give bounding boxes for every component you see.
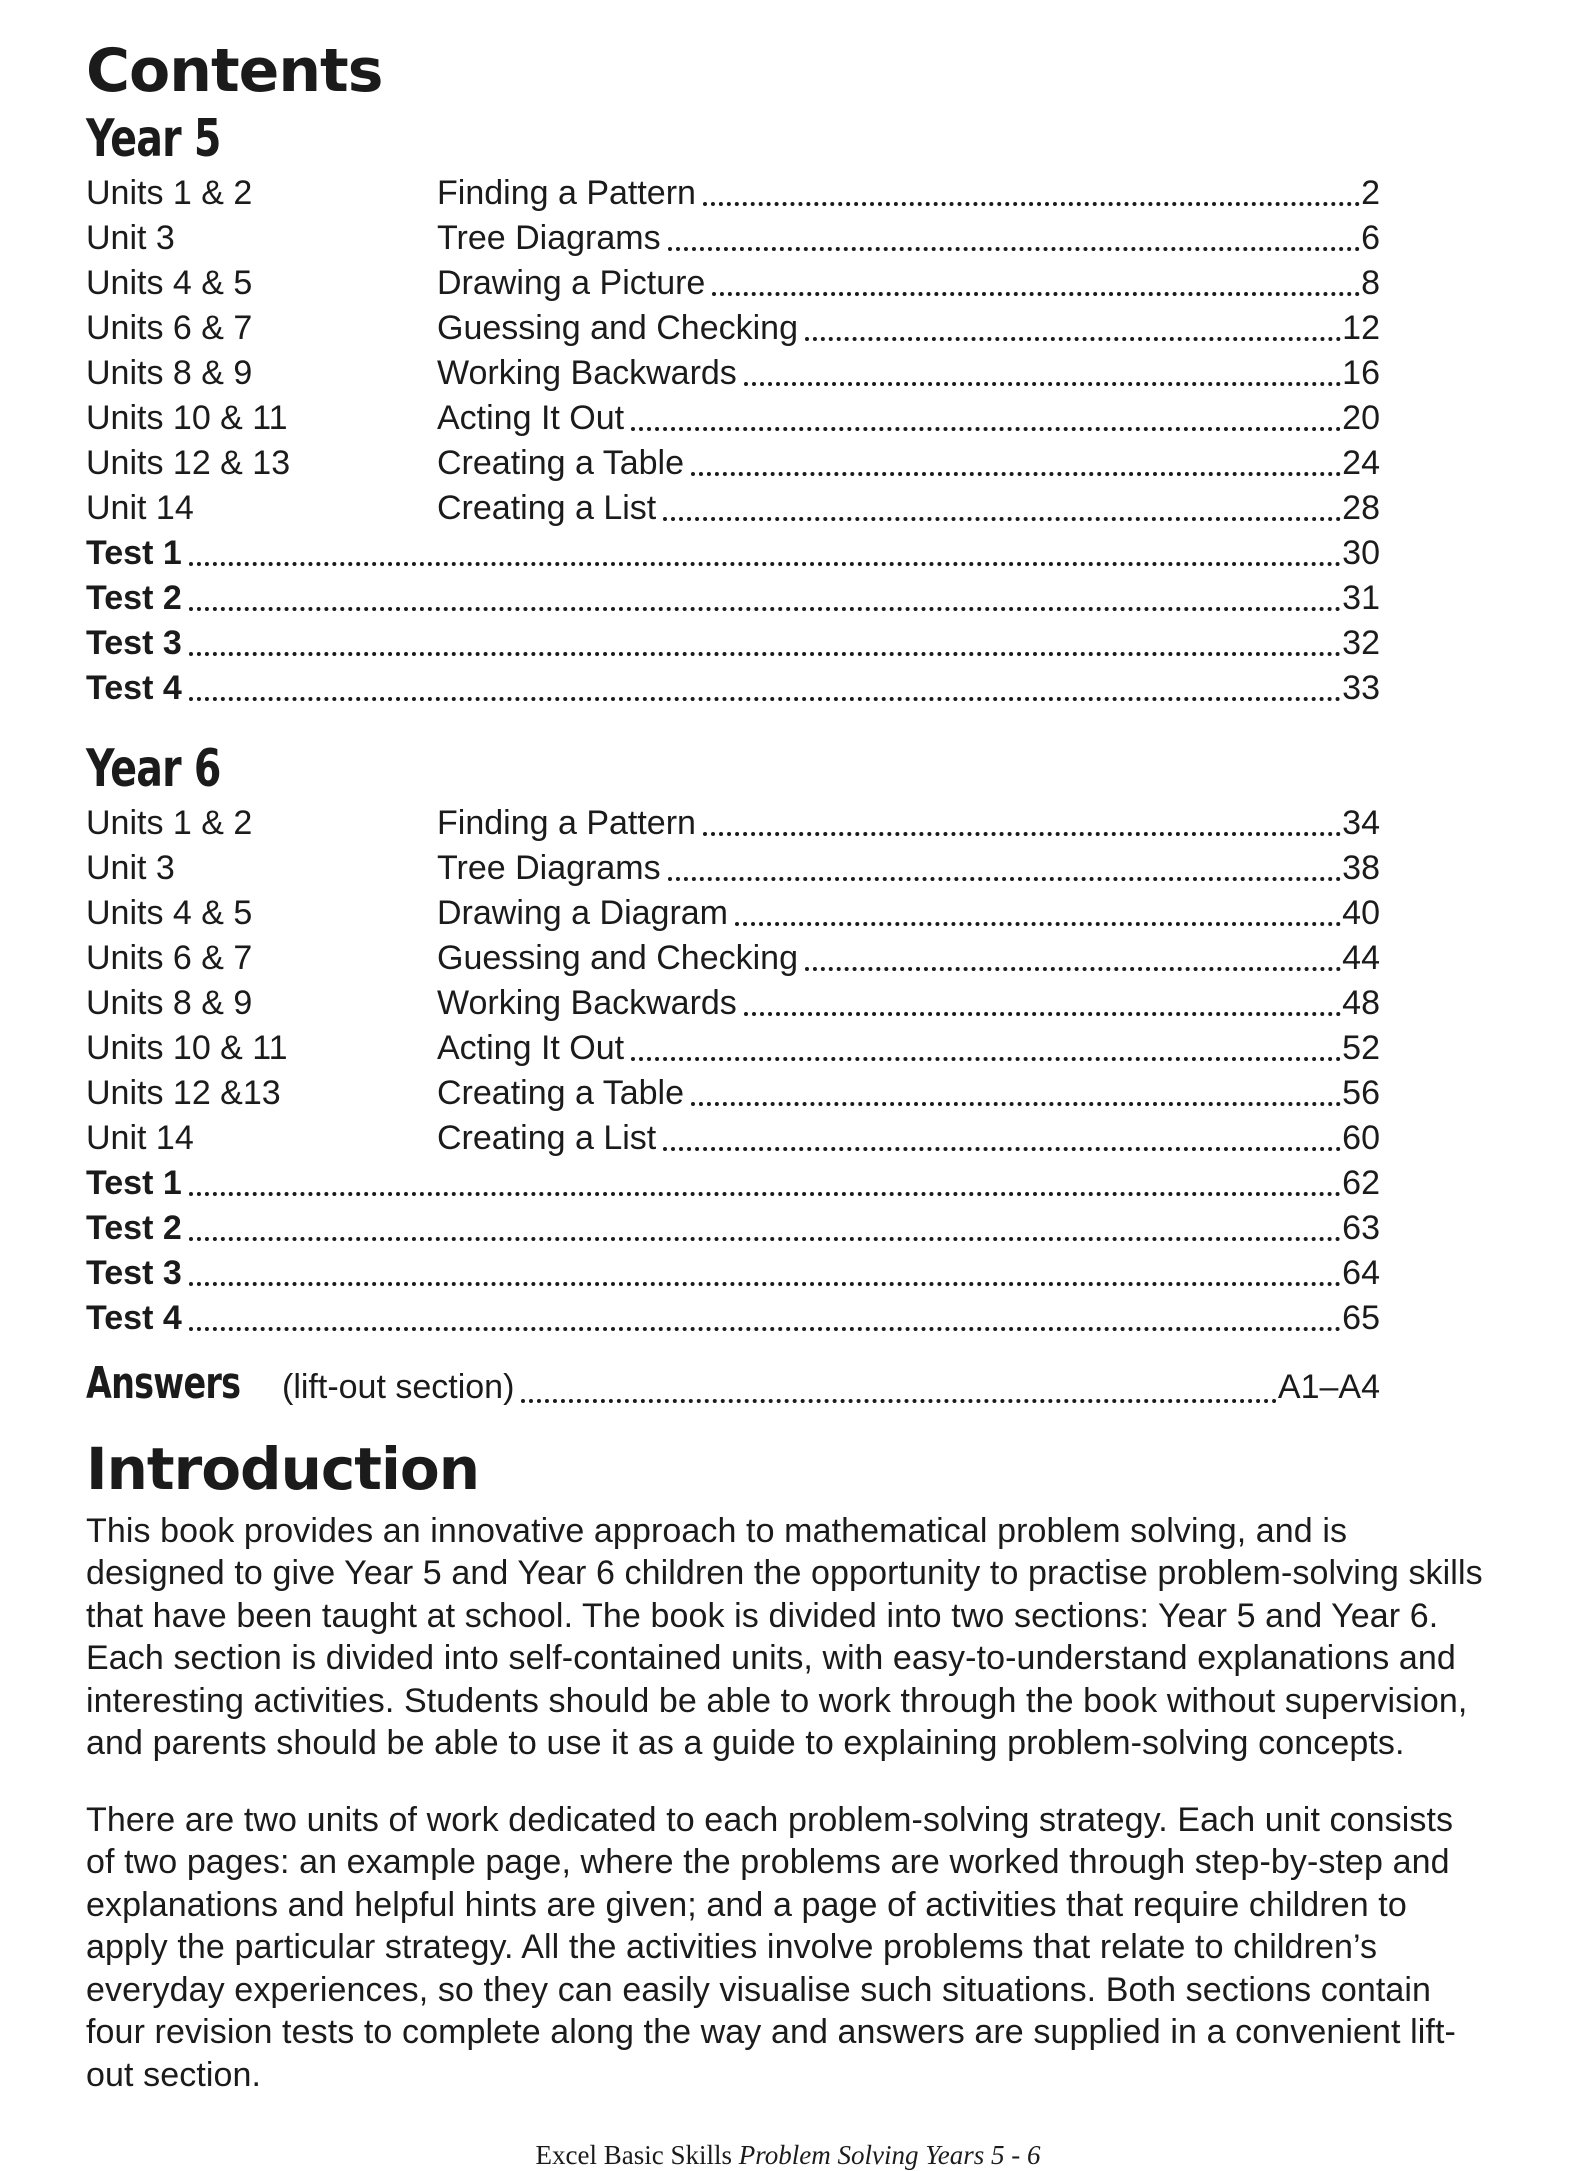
page-number: 52	[1342, 1029, 1380, 1067]
toc-row	[86, 261, 1380, 306]
year-6-heading: Year 6	[86, 739, 221, 799]
dot-leader	[189, 1237, 1341, 1241]
test-label: Test 1	[86, 1164, 182, 1202]
topic-title: Finding a Pattern	[437, 804, 696, 842]
toc-answers-row	[86, 1355, 1380, 1413]
dot-leader	[521, 1399, 1277, 1403]
toc-row	[86, 396, 1380, 441]
unit-label: Units 8 & 9	[86, 984, 253, 1022]
introduction-title: Introduction	[86, 1435, 479, 1503]
dot-leader	[189, 1282, 1341, 1286]
toc-test-row	[86, 1296, 1380, 1341]
toc-test-row	[86, 666, 1380, 711]
page-number: 16	[1342, 354, 1380, 392]
unit-label: Units 12 &13	[86, 1074, 281, 1112]
dot-leader	[663, 517, 1341, 521]
page-number: 32	[1342, 624, 1380, 662]
topic-title: Acting It Out	[437, 399, 625, 437]
dot-leader	[703, 202, 1360, 206]
dot-leader	[805, 967, 1341, 971]
toc-test-row	[86, 531, 1380, 576]
test-label: Test 4	[86, 669, 182, 707]
toc-row	[86, 981, 1380, 1026]
page-number: 40	[1342, 894, 1380, 932]
toc-test-row	[86, 621, 1380, 666]
topic-title: Drawing a Diagram	[437, 894, 728, 932]
introduction-paragraph: This book provides an innovative approach to mathematical problem solving, and is designed to give Year 5 and Year 6 children the opportunity to practise problem-solving skills that have been taught at school. The book is divided into two sections: Year 5 and Year 6. Each section is divided into self-contained units, with easy-to-understand explanations and interesting activities. Students should be able to work through the book without supervision, and parents should be able to use it as a guide to explaining problem-solving concepts.	[86, 1511, 1483, 1763]
unit-label: Units 10 & 11	[86, 399, 288, 437]
dot-leader	[691, 1102, 1341, 1106]
toc-row	[86, 351, 1380, 396]
test-label: Test 2	[86, 1209, 182, 1247]
dot-leader	[744, 1012, 1341, 1016]
unit-label: Unit 14	[86, 489, 194, 527]
page-number: 2	[1361, 174, 1380, 212]
page-number: 56	[1342, 1074, 1380, 1112]
topic-title: Finding a Pattern	[437, 174, 696, 212]
dot-leader	[631, 427, 1341, 431]
dot-leader	[189, 697, 1341, 701]
unit-label: Units 1 & 2	[86, 174, 253, 212]
topic-title: Acting It Out	[437, 1029, 625, 1067]
test-label: Test 1	[86, 534, 182, 572]
toc-row	[86, 486, 1380, 531]
dot-leader	[691, 472, 1341, 476]
page-number: 33	[1342, 669, 1380, 707]
page-number: 65	[1342, 1299, 1380, 1337]
toc-test-row	[86, 1161, 1380, 1206]
page-number: 63	[1342, 1209, 1380, 1247]
toc-year-6	[86, 801, 1380, 1413]
topic-title: Tree Diagrams	[437, 849, 661, 887]
contents-title: Contents	[86, 36, 383, 106]
page-number: A1–A4	[1277, 1368, 1380, 1406]
dot-leader	[189, 1192, 1341, 1196]
dot-leader	[189, 607, 1341, 611]
answers-note: (lift-out section)	[282, 1368, 515, 1406]
unit-label: Unit 14	[86, 1119, 194, 1157]
unit-label: Units 8 & 9	[86, 354, 253, 392]
dot-leader	[805, 337, 1341, 341]
dot-leader	[631, 1057, 1341, 1061]
toc-row	[86, 1071, 1380, 1116]
test-label: Test 3	[86, 624, 182, 662]
toc-test-row	[86, 1206, 1380, 1251]
introduction-paragraph: There are two units of work dedicated to each problem-solving strategy. Each unit consists of two pages: an example page, where the problems are worked through step-by-step and explanations and helpful hints are given; and a page of activities that require children to apply the particular strategy. All the activities involve problems that relate to children’s everyday experiences, so they can easily visualise such situations. Both sections contain four revision tests to complete along the way and answers are supplied in a convenient lift-out section.	[86, 1800, 1456, 2094]
page-number: 8	[1361, 264, 1380, 302]
dot-leader	[703, 832, 1341, 836]
unit-label: Units 1 & 2	[86, 804, 253, 842]
test-label: Test 3	[86, 1254, 182, 1292]
toc-row	[86, 936, 1380, 981]
dot-leader	[189, 1327, 1341, 1331]
page-number: 62	[1342, 1164, 1380, 1202]
topic-title: Working Backwards	[437, 984, 737, 1022]
toc-test-row	[86, 576, 1380, 621]
page-number: 24	[1342, 444, 1380, 482]
dot-leader	[663, 1147, 1341, 1151]
dot-leader	[189, 562, 1341, 566]
year-5-heading: Year 5	[86, 109, 221, 169]
toc-row	[86, 306, 1380, 351]
page-number: 28	[1342, 489, 1380, 527]
page-number: 34	[1342, 804, 1380, 842]
toc-row	[86, 171, 1380, 216]
toc-year-5	[86, 171, 1380, 711]
page-number: 44	[1342, 939, 1380, 977]
dot-leader	[668, 877, 1342, 881]
toc-test-row	[86, 1251, 1380, 1296]
unit-label: Units 6 & 7	[86, 939, 253, 977]
dot-leader	[712, 292, 1360, 296]
page-number: 6	[1361, 219, 1380, 257]
test-label: Test 4	[86, 1299, 182, 1337]
page-footer	[86, 2140, 1490, 2171]
test-label: Test 2	[86, 579, 182, 617]
unit-label: Unit 3	[86, 219, 175, 257]
topic-title: Tree Diagrams	[437, 219, 661, 257]
unit-label: Units 12 & 13	[86, 444, 291, 482]
page-number: 30	[1342, 534, 1380, 572]
footer-book-title: Problem Solving Years 5 - 6	[738, 2140, 1041, 2171]
topic-title: Guessing and Checking	[437, 309, 799, 347]
toc-row	[86, 1116, 1380, 1161]
topic-title: Guessing and Checking	[437, 939, 799, 977]
unit-label: Units 4 & 5	[86, 264, 253, 302]
toc-row	[86, 891, 1380, 936]
dot-leader	[744, 382, 1341, 386]
unit-label: Unit 3	[86, 849, 175, 887]
page-number: 64	[1342, 1254, 1380, 1292]
topic-title: Creating a Table	[437, 1074, 684, 1112]
dot-leader	[735, 922, 1341, 926]
page-number: 20	[1342, 399, 1380, 437]
unit-label: Units 10 & 11	[86, 1029, 288, 1067]
toc-row	[86, 846, 1380, 891]
dot-leader	[668, 247, 1361, 251]
page-number: 48	[1342, 984, 1380, 1022]
dot-leader	[189, 652, 1341, 656]
answers-label: Answers	[86, 1358, 241, 1409]
toc-row	[86, 1026, 1380, 1071]
unit-label: Units 6 & 7	[86, 309, 253, 347]
topic-title: Creating a List	[437, 489, 657, 527]
topic-title: Creating a Table	[437, 444, 684, 482]
page-number: 31	[1342, 579, 1380, 617]
topic-title: Working Backwards	[437, 354, 737, 392]
page-number: 38	[1342, 849, 1380, 887]
footer-series: Excel Basic Skills	[535, 2140, 732, 2171]
page-number: 12	[1342, 309, 1380, 347]
topic-title: Creating a List	[437, 1119, 657, 1157]
toc-row	[86, 216, 1380, 261]
unit-label: Units 4 & 5	[86, 894, 253, 932]
toc-row	[86, 441, 1380, 486]
toc-row	[86, 801, 1380, 846]
page-number: 60	[1342, 1119, 1380, 1157]
topic-title: Drawing a Picture	[437, 264, 706, 302]
